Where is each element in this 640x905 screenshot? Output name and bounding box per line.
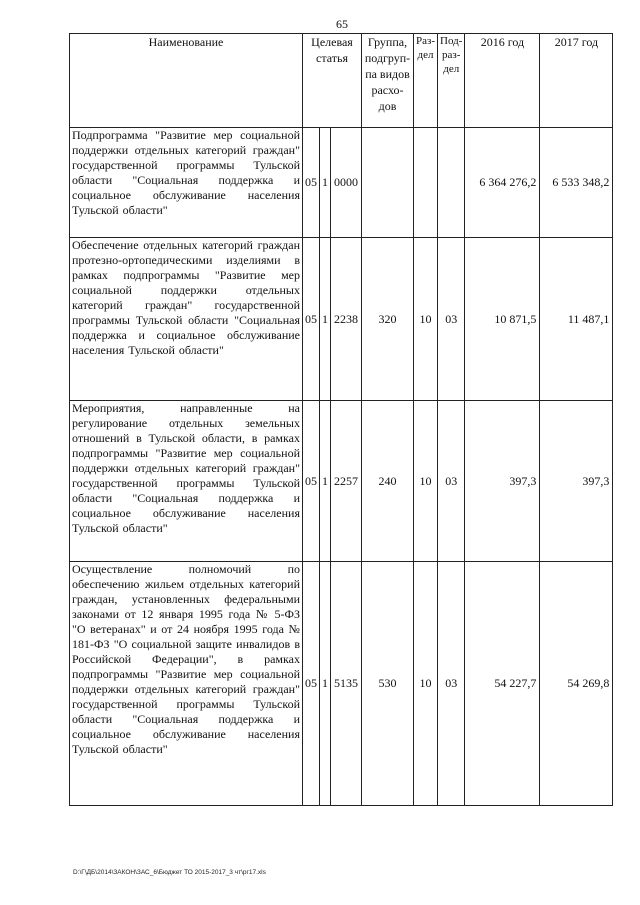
row-amount-2017: 11 487,1 (540, 238, 613, 401)
row-amount-2016: 10 871,5 (465, 238, 540, 401)
row-name: Обеспечение отдельных категорий граждан протезно-ортопедическими изделиями в рамках подпрограммы "Развитие мер социальной поддержки отдельных категорий граждан" государственной программы Тульской области "Социальная поддержка и социальное обслуживание населения Тульской области" (70, 238, 303, 401)
row-code-program: 05 (303, 562, 320, 806)
header-2017: 2017 год (540, 34, 613, 128)
page-number: 65 (336, 17, 348, 31)
file-path-footer: D:\Г\ДБ\2014\ЗАКОН\ЗАС_6\Бюджет ТО 2015-2017_3 чт\рг17.xls (73, 869, 266, 876)
table-row (70, 128, 613, 238)
header-target-article: Целевая статья (303, 34, 362, 128)
row-code-subprogram: 1 (320, 401, 331, 562)
budget-table (69, 33, 613, 806)
row-subsection: 03 (438, 238, 465, 401)
row-code-subprogram: 1 (320, 238, 331, 401)
row-amount-2016: 54 227,7 (465, 562, 540, 806)
table-row (70, 401, 613, 562)
row-name: Подпрограмма "Развитие мер социальной поддержки отдельных категорий граждан" государственной программы Тульской области "Социальная поддержка и социальное обслуживание населения Тульской области" (70, 128, 303, 238)
row-code-program: 05 (303, 401, 320, 562)
row-name: Осуществление полномочий по обеспечению жильем отдельных категорий граждан, установленных федеральными законами от 12 января 1995 года № 5-ФЗ "О ветеранах" и от 24 ноября 1995 года № 181-ФЗ "О социальной защите инвалидов в Российской Федерации", в рамках подпрограммы "Развитие мер социальной поддержки отдельных категорий граждан" государственной программы Тульской области "Социальная поддержка и социальное обслуживание населения Тульской области" (70, 562, 303, 806)
row-subsection: 03 (438, 562, 465, 806)
row-code-direction: 5135 (331, 562, 362, 806)
row-expense-group: 320 (362, 238, 414, 401)
row-amount-2017: 397,3 (540, 401, 613, 562)
row-code-subprogram: 1 (320, 562, 331, 806)
row-subsection (438, 128, 465, 238)
header-section: Раз-дел (414, 34, 438, 128)
row-expense-group (362, 128, 414, 238)
row-code-program: 05 (303, 128, 320, 238)
row-section: 10 (414, 401, 438, 562)
row-amount-2016: 397,3 (465, 401, 540, 562)
row-subsection: 03 (438, 401, 465, 562)
row-expense-group: 240 (362, 401, 414, 562)
header-name: Наименование (70, 34, 303, 128)
row-code-program: 05 (303, 238, 320, 401)
row-code-subprogram: 1 (320, 128, 331, 238)
table-header-row (70, 34, 613, 128)
row-section: 10 (414, 238, 438, 401)
row-section: 10 (414, 562, 438, 806)
row-amount-2016: 6 364 276,2 (465, 128, 540, 238)
header-2016: 2016 год (465, 34, 540, 128)
table-row (70, 562, 613, 806)
row-name: Мероприятия, направленные на регулирование отдельных земельных отношений в Тульской области, в рамках подпрограммы "Развитие мер социальной поддержки отдельных категорий граждан" государственной программы Тульской области "Социальная поддержка и социальное обслуживание населения Тульской области" (70, 401, 303, 562)
row-code-direction: 2238 (331, 238, 362, 401)
row-amount-2017: 54 269,8 (540, 562, 613, 806)
row-code-direction: 2257 (331, 401, 362, 562)
row-expense-group: 530 (362, 562, 414, 806)
row-code-direction: 0000 (331, 128, 362, 238)
header-expense-group: Группа, подгруп-па видов расхо-дов (362, 34, 414, 128)
header-subsection: Под-раз-дел (438, 34, 465, 128)
row-amount-2017: 6 533 348,2 (540, 128, 613, 238)
row-section (414, 128, 438, 238)
table-row (70, 238, 613, 401)
